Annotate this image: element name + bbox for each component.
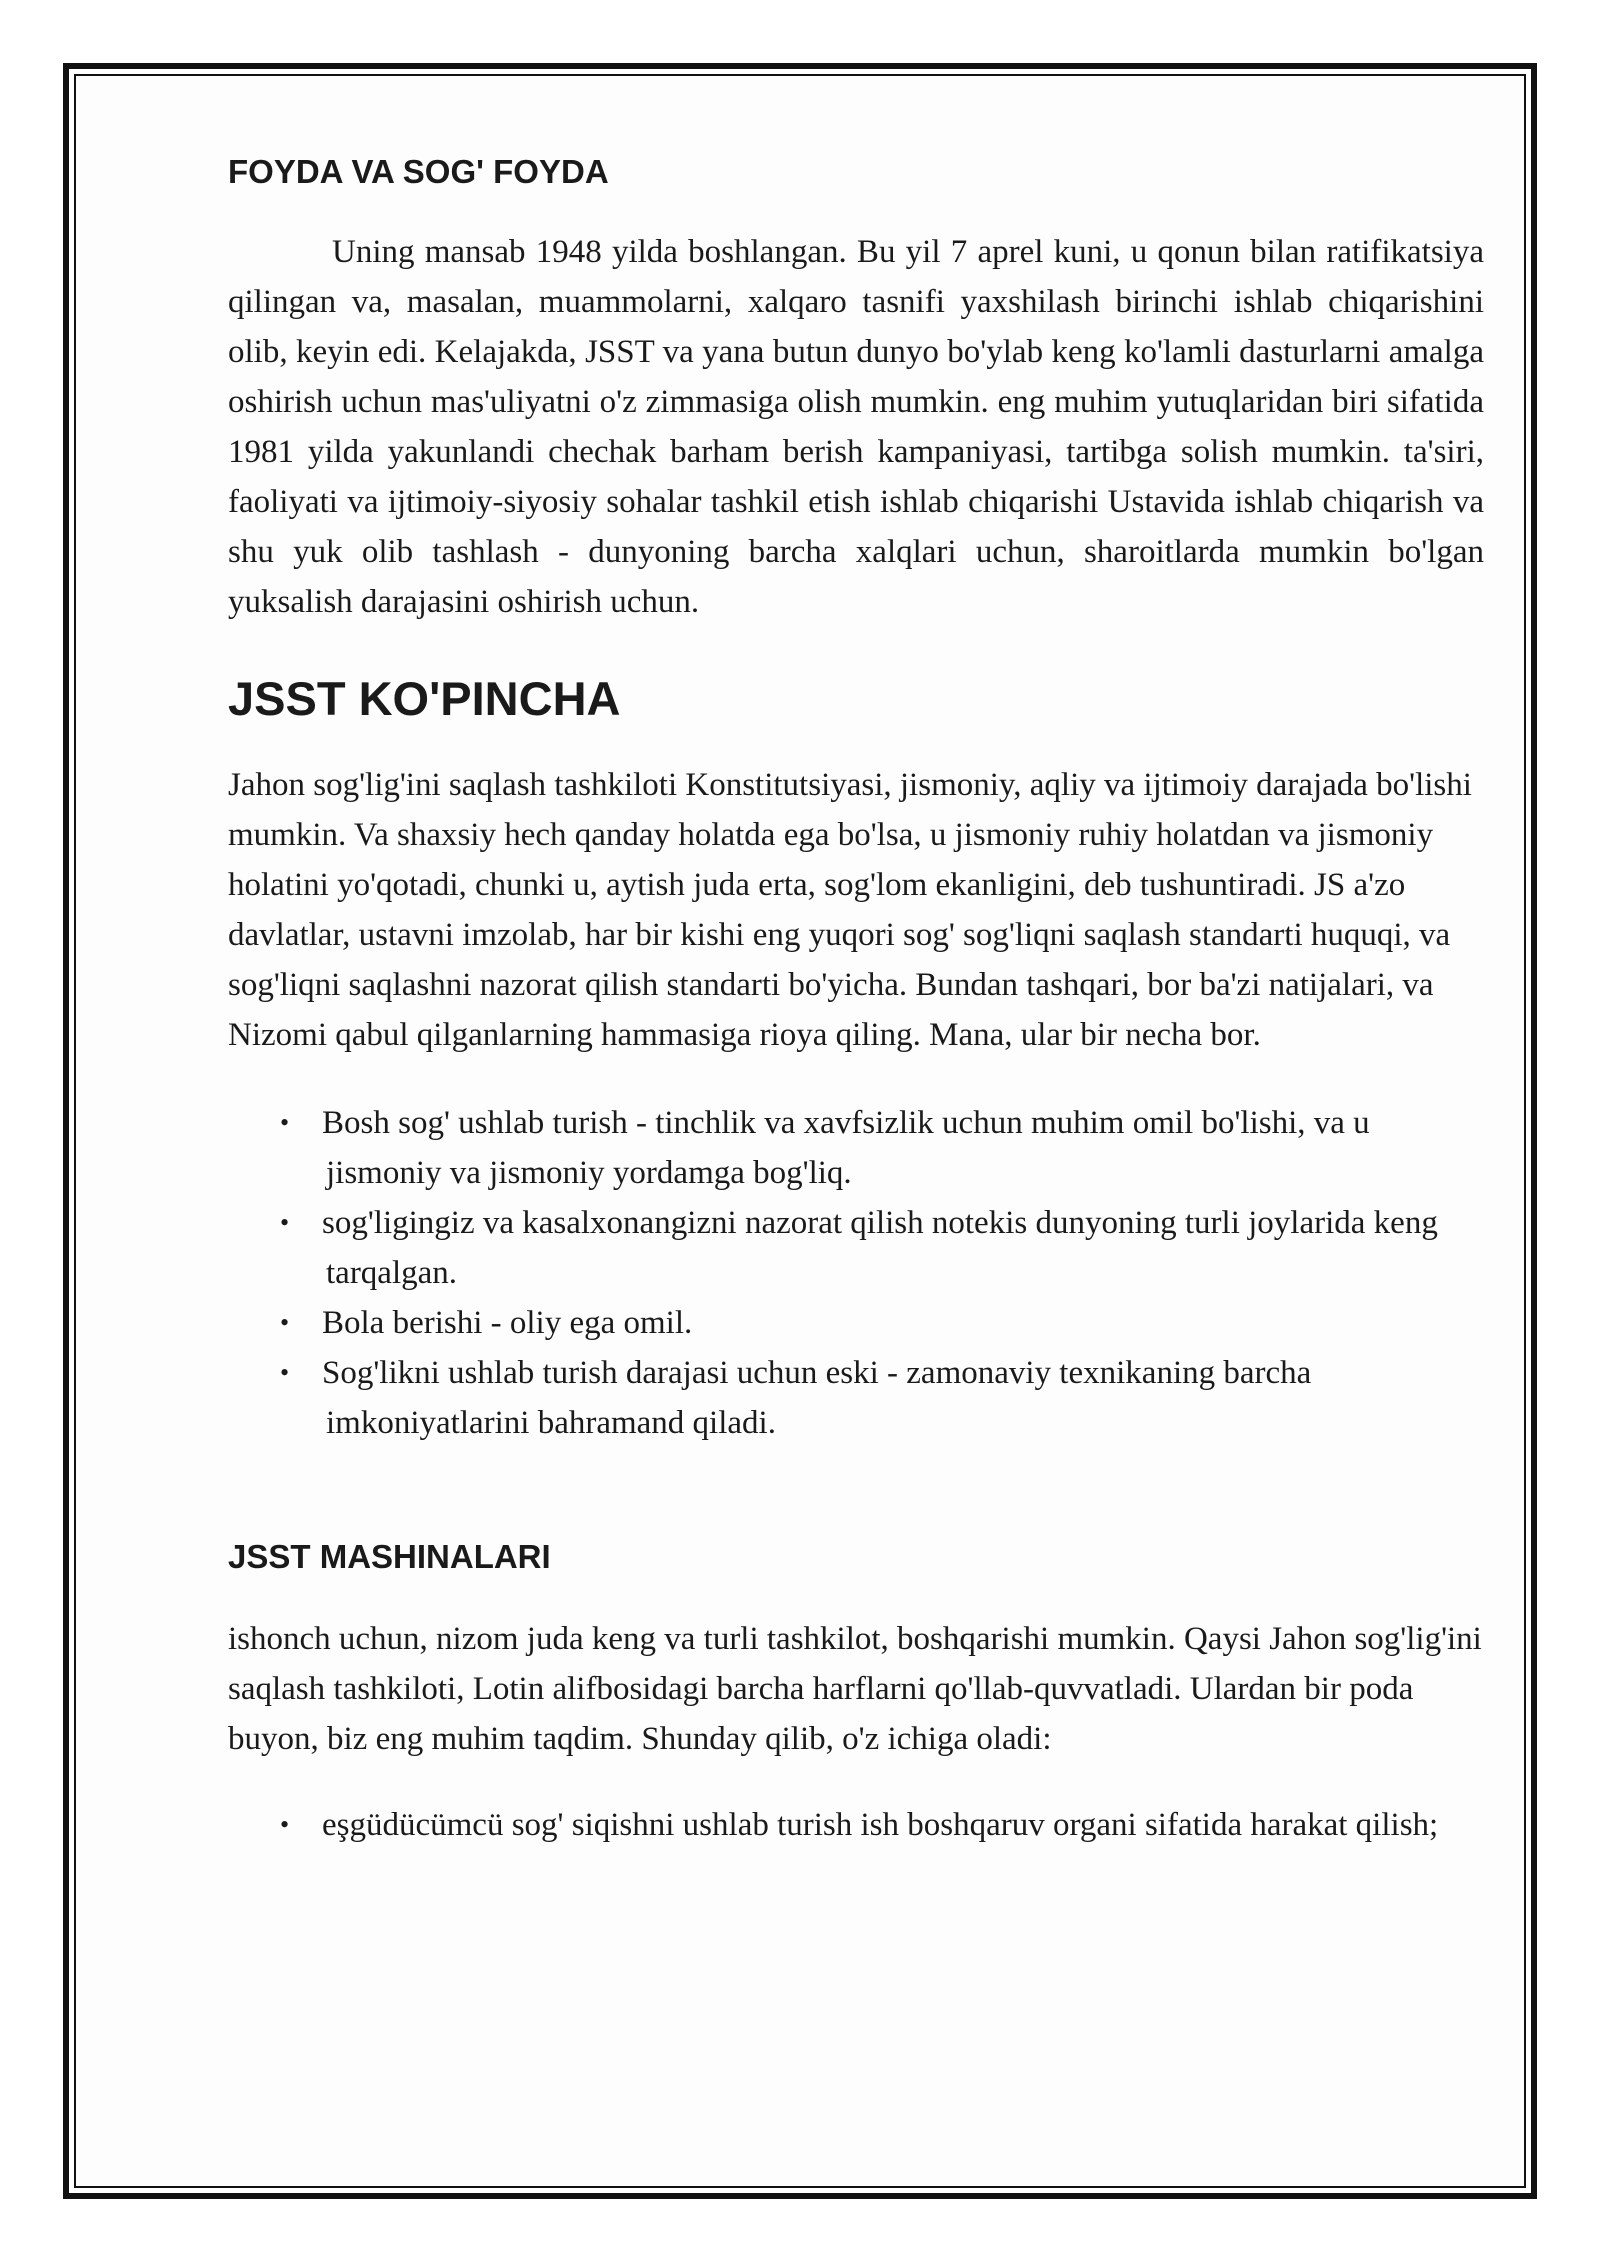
section-paragraph-foyda: Uning mansab 1948 yilda boshlangan. Bu yil 7 aprel kuni, u qonun bilan ratifikatsiya qilingan va, masalan, muammolarni, xalqaro tasnifi yaxshilash birinchi ishlab chiqarishini olib, keyin edi. Kelajakda, JSST va yana butun dunyo bo'ylab keng ko'lamli dasturlarni amalga oshirish uchun mas'uliyatni o'z zimmasiga olish mumkin. eng muhim yutuqlaridan biri sifatida 1981 yilda yakunlandi chechak barham berish kampaniyasi, tartibga solish mumkin. ta'siri, faoliyati va ijtimoiy-siyosiy sohalar tashkil etish ishlab chiqarishi Ustavida ishlab chiqarish va shu yuk olib tashlash - dunyoning barcha xalqlari uchun, sharoitlarda mumkin bo'lgan yuksalish darajasini oshirish uchun. (228, 234, 1484, 620)
section-paragraph-jsst-mashinalari: ishonch uchun, nizom juda keng va turli tashkilot, boshqarishi mumkin. Qaysi Jahon sog'lig'ini saqlash tashkiloti, Lotin alifbosidagi barcha harflarni qo'llab-quvvatladi. Ulardan bir poda buyon, biz eng muhim taqdim. Shunday qilib, o'z ichiga oladi: (228, 1621, 1482, 1757)
list-item (228, 1198, 1484, 1298)
bullet-icon: • (280, 1208, 290, 1237)
bullet-icon: • (280, 1308, 290, 1337)
bullet-icon: • (280, 1108, 290, 1137)
list-item-text: Bosh sog' ushlab turish - tinchlik va xavfsizlik uchun muhim omil bo'lishi, va u jismoniy va jismoniy yordamga bog'liq. (322, 1105, 1370, 1191)
list-item-text: eşgüdücümcü sog' siqishni ushlab turish ish boshqaruv organi sifatida harakat qilish; (322, 1807, 1439, 1843)
document-content (228, 150, 1484, 1850)
list-item (228, 1348, 1484, 1448)
list-item-text: Bola berishi - oliy ega omil. (322, 1305, 693, 1341)
list-item-text: Sog'likni ushlab turish darajasi uchun eski - zamonaviy texnikaning barcha imkoniyatlarini bahramand qiladi. (322, 1355, 1312, 1441)
bullet-list-jsst-mashinalari (228, 1800, 1484, 1850)
list-item (228, 1800, 1484, 1850)
section-paragraph-jsst-kopincha: Jahon sog'lig'ini saqlash tashkiloti Konstitutsiyasi, jismoniy, aqliy va ijtimoiy darajada bo'lishi mumkin. Va shaxsiy hech qanday holatda ega bo'lsa, u jismoniy ruhiy holatdan va jismoniy holatini yo'qotadi, chunki u, aytish juda erta, sog'lom ekanligini, deb tushuntiradi. JS a'zo davlatlar, ustavni imzolab, har bir kishi eng yuqori sog' sog'liqni saqlash standarti huquqi, va sog'liqni saqlashni nazorat qilish standarti bo'yicha. Bundan tashqari, bor ba'zi natijalari, va Nizomi qabul qilganlarning hammasiga rioya qiling. Mana, ular bir necha bor. (228, 767, 1472, 1053)
section-heading-jsst-mashinalari: JSST MASHINALARI (228, 1538, 551, 1575)
section-heading-jsst-kopincha: JSST KO'PINCHA (228, 672, 621, 725)
list-item (228, 1298, 1484, 1348)
bullet-icon: • (280, 1810, 290, 1839)
list-item (228, 1098, 1484, 1198)
section-heading-foyda: FOYDA VA SOG' FOYDA (228, 153, 609, 190)
bullet-icon: • (280, 1358, 290, 1387)
list-item-text: sog'ligingiz va kasalxonangizni nazorat qilish notekis dunyoning turli joylarida keng tarqalgan. (322, 1205, 1438, 1291)
bullet-list-jsst-kopincha (228, 1098, 1484, 1448)
